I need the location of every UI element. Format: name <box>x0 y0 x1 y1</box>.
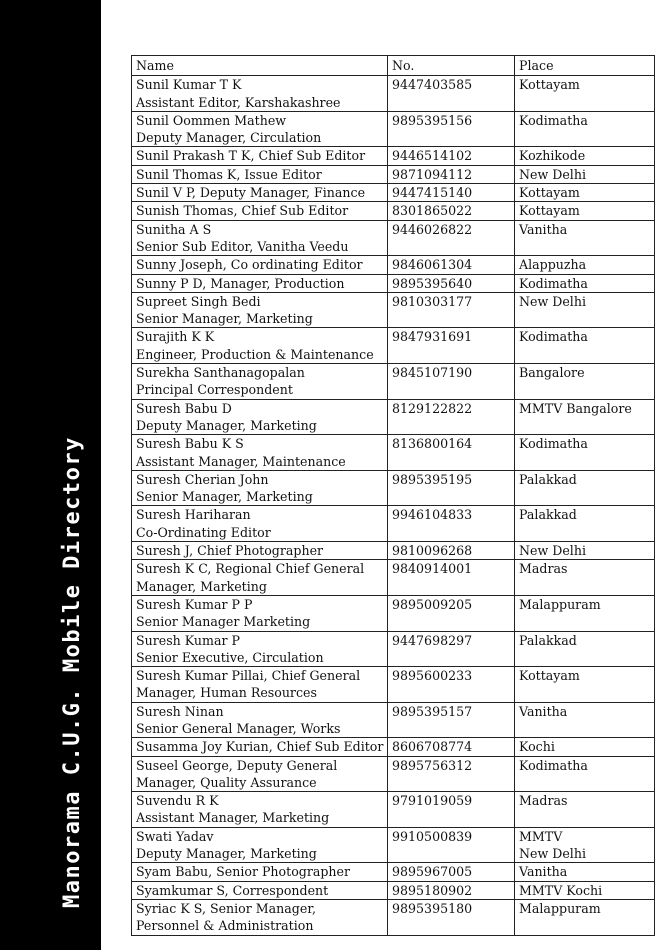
place-label: Kodimatha <box>519 275 588 291</box>
contact-name: Sunil Oommen Mathew <box>136 112 287 128</box>
contact-name: Sunny Joseph, Co ordinating Editor <box>136 257 363 273</box>
place-label: Kozhikode <box>519 148 586 164</box>
contact-name: Suresh K C, Regional Chief General <box>136 561 365 577</box>
table-row <box>132 542 655 560</box>
mobile-number: 9446026822 <box>392 221 473 237</box>
cell-number <box>388 292 515 328</box>
place-label: Kottayam <box>519 77 580 93</box>
cell-place <box>515 881 655 899</box>
cell-place <box>515 364 655 400</box>
mobile-number: 9446514102 <box>392 148 473 164</box>
column-header-place: Place <box>515 56 655 76</box>
place-label: Kottayam <box>519 668 580 684</box>
cell-number <box>388 899 515 935</box>
mobile-number: 8129122822 <box>392 400 473 416</box>
contact-name: Suresh Ninan <box>136 703 224 719</box>
cell-place <box>515 702 655 738</box>
cell-place <box>515 328 655 364</box>
place-label: Kodimatha <box>519 112 588 128</box>
cell-number <box>388 560 515 596</box>
cell-name <box>132 667 388 703</box>
contact-designation: Manager, Quality Assurance <box>136 774 317 790</box>
place-label: Palakkad <box>519 632 577 648</box>
table-row <box>132 792 655 828</box>
table-row <box>132 147 655 165</box>
mobile-number: 9810303177 <box>392 293 473 309</box>
cell-name <box>132 595 388 631</box>
mobile-number: 8606708774 <box>392 739 473 755</box>
contact-name: Surekha Santhanagopalan <box>136 365 305 381</box>
cell-place <box>515 595 655 631</box>
table-row <box>132 702 655 738</box>
cell-number <box>388 328 515 364</box>
contact-name: Sunil V P, Deputy Manager, Finance <box>136 185 366 201</box>
cell-number <box>388 595 515 631</box>
cell-name <box>132 827 388 863</box>
column-header-no: No. <box>388 56 515 76</box>
cell-number <box>388 76 515 112</box>
cell-number <box>388 165 515 183</box>
cell-name <box>132 792 388 828</box>
contact-name: Sunitha A S <box>136 221 212 237</box>
place-label: New Delhi <box>519 166 586 182</box>
mobile-number: 9895395195 <box>392 471 473 487</box>
mobile-number: 8136800164 <box>392 436 473 452</box>
table-row <box>132 256 655 274</box>
directory-title: Manorama C.U.G. Mobile Directory <box>60 436 85 908</box>
cell-place <box>515 399 655 435</box>
contact-designation: Manager, Marketing <box>136 578 267 594</box>
cell-number <box>388 147 515 165</box>
contact-name: Syamkumar S, Correspondent <box>136 882 329 898</box>
cell-number <box>388 863 515 881</box>
cell-number <box>388 202 515 220</box>
table-row <box>132 667 655 703</box>
cell-name <box>132 470 388 506</box>
contact-name: Syam Babu, Senior Photographer <box>136 864 351 880</box>
column-header-name: Name <box>132 56 388 76</box>
cell-place <box>515 435 655 471</box>
cell-name <box>132 899 388 935</box>
place-label: MMTV Bangalore <box>519 400 632 416</box>
cell-number <box>388 364 515 400</box>
mobile-number: 9895395180 <box>392 900 473 916</box>
cell-place <box>515 792 655 828</box>
cell-number <box>388 184 515 202</box>
cell-place <box>515 470 655 506</box>
contact-designation: Senior Sub Editor, Vanitha Veedu <box>136 238 349 254</box>
cell-place <box>515 111 655 147</box>
place-label: Kodimatha <box>519 329 588 345</box>
place-label: Vanitha <box>519 864 568 880</box>
mobile-number: 9895395157 <box>392 703 473 719</box>
contact-name: Suseel George, Deputy General <box>136 757 338 773</box>
contact-designation: Principal Correspondent <box>136 382 293 398</box>
place-label: Madras <box>519 561 568 577</box>
mobile-number: 9447403585 <box>392 77 473 93</box>
contact-name: Sunil Thomas K, Issue Editor <box>136 166 322 182</box>
table-row <box>132 202 655 220</box>
contact-designation: Senior General Manager, Works <box>136 720 341 736</box>
cell-place <box>515 274 655 292</box>
place-label: Kottayam <box>519 203 580 219</box>
place-label: New Delhi <box>519 543 586 559</box>
cell-number <box>388 792 515 828</box>
table-row <box>132 738 655 756</box>
place-label: New Delhi <box>519 846 586 862</box>
cell-place <box>515 756 655 792</box>
place-label: Palakkad <box>519 507 577 523</box>
contact-designation: Senior Manager, Marketing <box>136 311 313 327</box>
table-row <box>132 435 655 471</box>
contact-name: Sunil Kumar T K <box>136 77 242 93</box>
mobile-number: 9910500839 <box>392 828 473 844</box>
contact-name: Suvendu R K <box>136 793 219 809</box>
place-label: Malappuram <box>519 596 601 612</box>
cell-number <box>388 506 515 542</box>
cell-name <box>132 399 388 435</box>
sidebar-band <box>0 0 101 950</box>
table-row <box>132 274 655 292</box>
place-label: Madras <box>519 793 568 809</box>
cell-place <box>515 202 655 220</box>
mobile-number: 9845107190 <box>392 365 473 381</box>
cell-place <box>515 147 655 165</box>
cell-place <box>515 184 655 202</box>
cell-number <box>388 111 515 147</box>
mobile-number: 9810096268 <box>392 543 473 559</box>
table-row <box>132 899 655 935</box>
cell-place <box>515 506 655 542</box>
contact-designation: Assistant Manager, Marketing <box>136 810 330 826</box>
cell-place <box>515 292 655 328</box>
contact-designation: Co-Ordinating Editor <box>136 524 271 540</box>
table-row <box>132 595 655 631</box>
cell-name <box>132 76 388 112</box>
mobile-number: 9895395640 <box>392 275 473 291</box>
contact-name: Sunish Thomas, Chief Sub Editor <box>136 203 349 219</box>
cell-name <box>132 111 388 147</box>
contact-name: Susamma Joy Kurian, Chief Sub Editor <box>136 739 384 755</box>
contact-designation: Senior Executive, Circulation <box>136 649 324 665</box>
cell-place <box>515 165 655 183</box>
cell-name <box>132 292 388 328</box>
table-row <box>132 470 655 506</box>
cell-place <box>515 667 655 703</box>
mobile-number: 9840914001 <box>392 561 473 577</box>
cell-place <box>515 738 655 756</box>
cell-number <box>388 756 515 792</box>
mobile-number: 9447415140 <box>392 185 473 201</box>
contact-name: Suresh Babu K S <box>136 436 244 452</box>
mobile-number: 8301865022 <box>392 203 473 219</box>
cell-number <box>388 399 515 435</box>
cell-number <box>388 220 515 256</box>
table-row <box>132 631 655 667</box>
cell-place <box>515 76 655 112</box>
contact-name: Syriac K S, Senior Manager, <box>136 900 316 916</box>
contact-designation: Manager, Human Resources <box>136 685 317 701</box>
table-row <box>132 881 655 899</box>
contact-designation: Assistant Manager, Maintenance <box>136 453 346 469</box>
cell-number <box>388 702 515 738</box>
cell-name <box>132 220 388 256</box>
mobile-number: 9791019059 <box>392 793 473 809</box>
place-label: Vanitha <box>519 703 568 719</box>
table-body <box>132 76 655 935</box>
mobile-number: 9895009205 <box>392 596 473 612</box>
contact-name: Suresh Kumar P P <box>136 596 253 612</box>
contact-name: Suresh Cherian John <box>136 471 269 487</box>
cell-name <box>132 147 388 165</box>
table-row <box>132 292 655 328</box>
table-row <box>132 560 655 596</box>
contact-designation: Deputy Manager, Circulation <box>136 130 322 146</box>
cell-name <box>132 756 388 792</box>
cell-name <box>132 364 388 400</box>
mobile-number: 9895967005 <box>392 864 473 880</box>
mobile-number: 9895180902 <box>392 882 473 898</box>
contact-name: Sunny P D, Manager, Production <box>136 275 345 291</box>
contact-name: Surajith K K <box>136 329 215 345</box>
place-label: Kottayam <box>519 185 580 201</box>
mobile-number: 9946104833 <box>392 507 473 523</box>
cell-number <box>388 274 515 292</box>
contact-name: Sunil Prakash T K, Chief Sub Editor <box>136 148 366 164</box>
place-label: Bangalore <box>519 365 585 381</box>
cell-name <box>132 328 388 364</box>
table-row <box>132 76 655 112</box>
cell-place <box>515 560 655 596</box>
cell-number <box>388 667 515 703</box>
table-row <box>132 506 655 542</box>
contact-designation: Engineer, Production & Maintenance <box>136 346 374 362</box>
place-label: Malappuram <box>519 900 601 916</box>
cell-name <box>132 631 388 667</box>
contact-designation: Personnel & Administration <box>136 918 314 934</box>
mobile-number: 9871094112 <box>392 166 473 182</box>
cell-name <box>132 256 388 274</box>
cell-number <box>388 256 515 274</box>
cell-place <box>515 827 655 863</box>
place-label: Kochi <box>519 739 555 755</box>
cell-number <box>388 435 515 471</box>
cell-name <box>132 863 388 881</box>
cell-name <box>132 738 388 756</box>
mobile-number: 9846061304 <box>392 257 473 273</box>
place-label: Vanitha <box>519 221 568 237</box>
contact-name: Suresh Hariharan <box>136 507 251 523</box>
place-label: New Delhi <box>519 293 586 309</box>
contact-designation: Deputy Manager, Marketing <box>136 846 317 862</box>
contact-name: Suresh Kumar Pillai, Chief General <box>136 668 361 684</box>
contact-designation: Assistant Editor, Karshakashree <box>136 94 341 110</box>
cell-place <box>515 899 655 935</box>
mobile-number: 9847931691 <box>392 329 473 345</box>
table-row <box>132 863 655 881</box>
contact-designation: Senior Manager, Marketing <box>136 489 313 505</box>
place-label: Palakkad <box>519 471 577 487</box>
cell-place <box>515 863 655 881</box>
place-label: Kodimatha <box>519 436 588 452</box>
cell-place <box>515 256 655 274</box>
mobile-number: 9895756312 <box>392 757 473 773</box>
table-row <box>132 756 655 792</box>
cell-name <box>132 542 388 560</box>
mobile-number: 9895395156 <box>392 112 473 128</box>
contact-name: Suresh Kumar P <box>136 632 240 648</box>
contact-name: Supreet Singh Bedi <box>136 293 261 309</box>
table-row <box>132 184 655 202</box>
cell-place <box>515 542 655 560</box>
cell-number <box>388 881 515 899</box>
table-row <box>132 364 655 400</box>
place-label: MMTV Kochi <box>519 882 603 898</box>
contact-designation: Senior Manager Marketing <box>136 614 311 630</box>
cell-number <box>388 827 515 863</box>
table-row <box>132 399 655 435</box>
table-row <box>132 111 655 147</box>
place-label: Alappuzha <box>519 257 587 273</box>
cell-name <box>132 435 388 471</box>
cell-name <box>132 202 388 220</box>
table-row <box>132 220 655 256</box>
cell-name <box>132 881 388 899</box>
mobile-number: 9895600233 <box>392 668 473 684</box>
cell-name <box>132 165 388 183</box>
contact-designation: Deputy Manager, Marketing <box>136 417 317 433</box>
contact-name: Swati Yadav <box>136 828 214 844</box>
cell-name <box>132 184 388 202</box>
contact-name: Suresh J, Chief Photographer <box>136 543 324 559</box>
cell-name <box>132 274 388 292</box>
directory-table <box>131 55 655 936</box>
mobile-number: 9447698297 <box>392 632 473 648</box>
cell-number <box>388 470 515 506</box>
place-label: MMTV <box>519 828 563 844</box>
contact-name: Suresh Babu D <box>136 400 232 416</box>
cell-number <box>388 738 515 756</box>
cell-place <box>515 220 655 256</box>
cell-number <box>388 542 515 560</box>
place-label: Kodimatha <box>519 757 588 773</box>
cell-name <box>132 506 388 542</box>
table-row <box>132 328 655 364</box>
cell-place <box>515 631 655 667</box>
table-row <box>132 165 655 183</box>
table-row <box>132 827 655 863</box>
cell-name <box>132 702 388 738</box>
cell-number <box>388 631 515 667</box>
table-header-row <box>132 56 655 76</box>
cell-name <box>132 560 388 596</box>
